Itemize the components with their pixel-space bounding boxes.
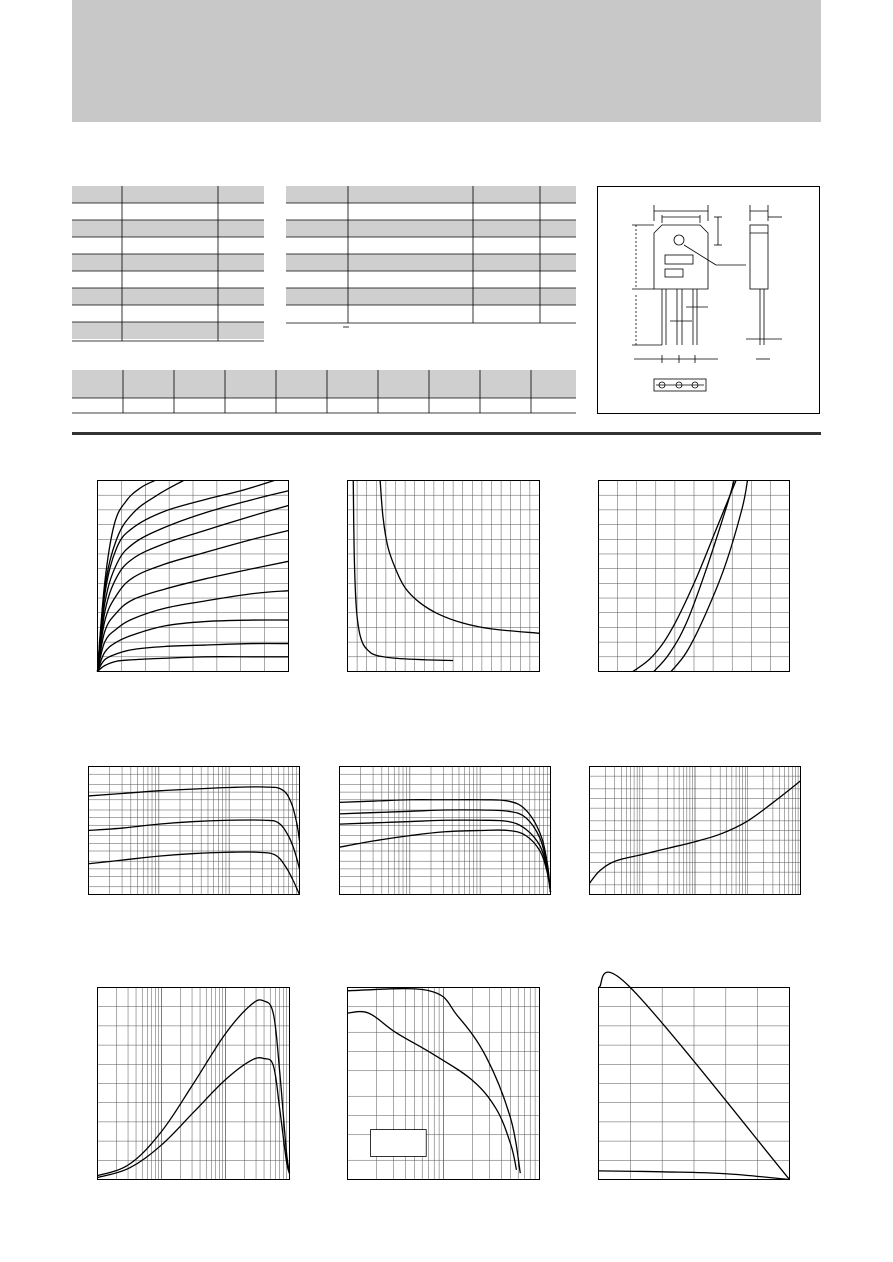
- package-bottom-view: [654, 379, 706, 391]
- series-line-3: [671, 481, 747, 672]
- series-line-3: [98, 481, 275, 672]
- series-line-1: [98, 481, 155, 672]
- grid-lines: [599, 481, 790, 672]
- plot-frame: [340, 767, 551, 895]
- grid-lines: [599, 988, 790, 1180]
- series-line-1: [89, 787, 300, 841]
- chart-transient-thermal-resistance: [589, 766, 801, 895]
- hfe-rank-table: [72, 370, 576, 414]
- grid-lines: [340, 767, 551, 895]
- series-line-1: [98, 1000, 290, 1176]
- chart-hfe-ic-temperature: [88, 766, 300, 895]
- grid-lines: [98, 481, 289, 672]
- chart-ic-vce-characteristics: [97, 480, 289, 672]
- series-line-3: [340, 820, 551, 892]
- grid-lines: [590, 767, 801, 895]
- electrical-characteristics-table: [286, 186, 576, 331]
- chart-ic-vbe-characteristics: [598, 480, 790, 672]
- chart-hfe-ic-vce: [339, 766, 551, 895]
- legend-box: [371, 1130, 427, 1157]
- series-line-2: [380, 481, 539, 634]
- chart-power-derating-vs-frequency: [97, 987, 290, 1180]
- package-side-view: [746, 205, 782, 359]
- chart-pc-ta-derating: [598, 987, 790, 1180]
- series-line-1: [353, 481, 453, 661]
- ratings-table: [72, 186, 264, 342]
- series-line-3: [89, 852, 300, 895]
- section-divider: [72, 432, 821, 435]
- header-banner: [72, 0, 821, 122]
- grid-lines: [348, 481, 540, 672]
- package-front-view: [632, 205, 746, 363]
- series-line-2: [98, 1058, 290, 1178]
- package-outline-drawing: [597, 186, 820, 414]
- chart-safe-operating-area: [347, 987, 540, 1180]
- grid-lines: [89, 767, 300, 895]
- series-line-1: [633, 481, 736, 672]
- plot-frame: [89, 767, 300, 895]
- series-line-2: [89, 820, 300, 869]
- chart-vce-ib-saturation: [347, 480, 540, 672]
